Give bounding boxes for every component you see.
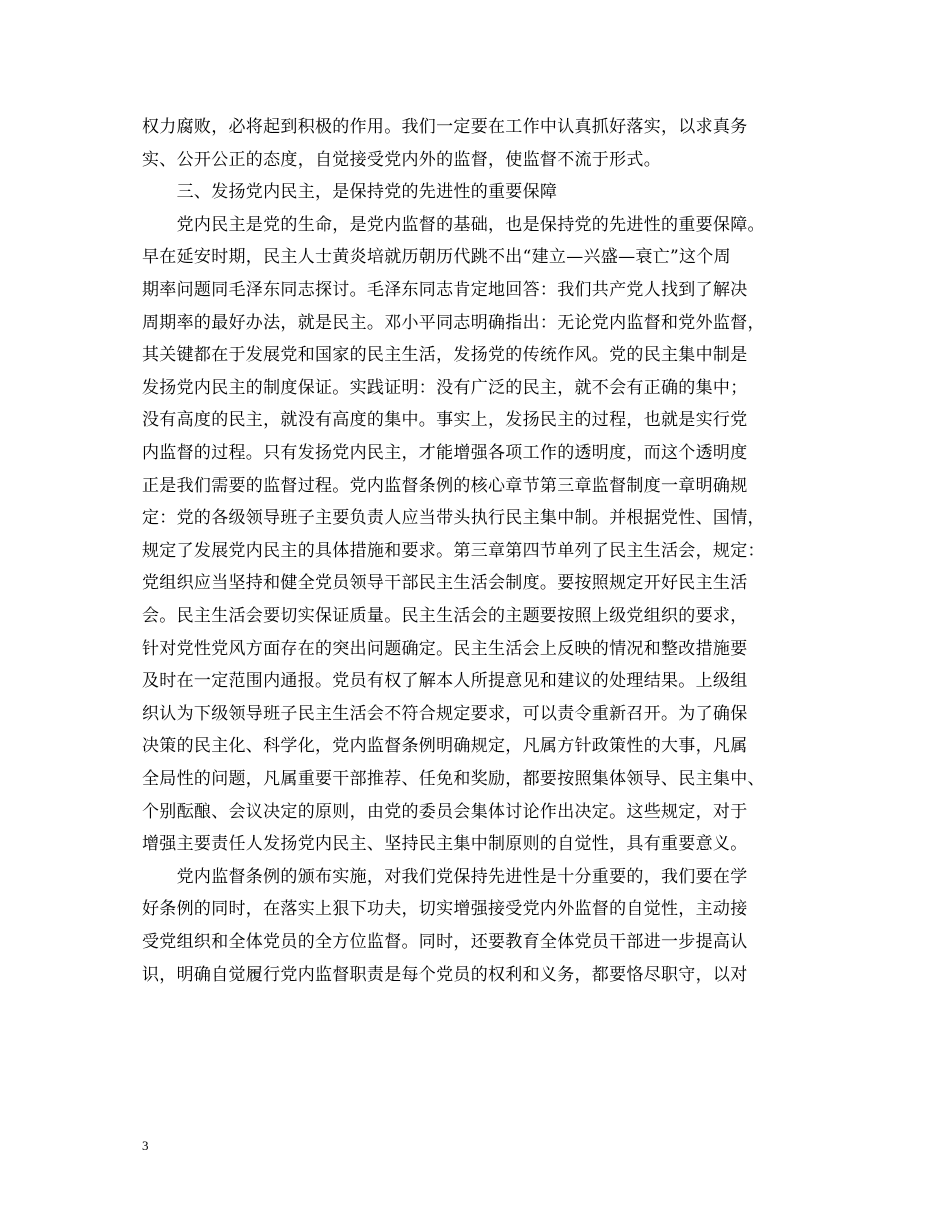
- text-line: 党内民主是党的生命，是党内监督的基础，也是保持党的先进性的重要保障。: [142, 214, 765, 235]
- text-line: 三、发扬党内民主，是保持党的先进性的重要保障: [142, 182, 558, 203]
- text-line: 权力腐败，必将起到积极的作用。我们一定要在工作中认真抓好落实，以求真务: [142, 117, 748, 137]
- text-line: 周期率的最好办法，就是民主。邓小平同志明确指出：无论党内监督和党外监督，: [142, 312, 765, 333]
- text-line: 织认为下级领导班子民主生活会不符合规定要求，可以责令重新召开。为了确保: [142, 703, 748, 724]
- text-line: 个别酝酿、会议决定的原则，由党的委员会集体讨论作出决定。这些规定，对于: [142, 801, 748, 822]
- text-line: 识，明确自觉履行党内监督职责是每个党员的权利和义务，都要恪尽职守，以对: [142, 964, 748, 985]
- text-line: 针对党性党风方面存在的突出问题确定。民主生活会上反映的情况和整改措施要: [142, 638, 748, 659]
- text-line: 党内监督条例的颁布实施，对我们党保持先进性是十分重要的，我们要在学: [142, 866, 748, 887]
- text-line: 期率问题同毛泽东同志探讨。毛泽东同志肯定地回答：我们共产党人找到了解决: [142, 280, 748, 300]
- text-line: 会。民主生活会要切实保证质量。民主生活会的主题要按照上级党组织的要求，: [142, 606, 748, 626]
- text-line: 实、公开公正的态度，自觉接受党内外的监督，使监督不流于形式。: [142, 149, 661, 170]
- text-line: 决策的民主化、科学化，党内监督条例明确规定，凡属方针政策性的大事，凡属: [142, 736, 748, 757]
- text-line: 受党组织和全体党员的全方位监督。同时，还要教育全体党员干部进一步提高认: [142, 932, 748, 952]
- text-line: 内监督的过程。只有发扬党内民主，才能增强各项工作的透明度，而这个透明度: [142, 443, 748, 463]
- text-line: 其关键都在于发展党和国家的民主生活，发扬党的传统作风。党的民主集中制是: [142, 345, 748, 366]
- text-line: 正是我们需要的监督过程。党内监督条例的核心章节第三章监督制度一章明确规: [142, 475, 748, 496]
- text-line: 好条例的同时，在落实上狠下功夫，切实增强接受党内外监督的自觉性，主动接: [142, 899, 748, 920]
- text-line: 党组织应当坚持和健全党员领导干部民主生活会制度。要按照规定开好民主生活: [142, 573, 748, 594]
- text-line: 及时在一定范围内通报。党员有权了解本人所提意见和建议的处理结果。上级组: [142, 671, 748, 692]
- text-line: 规定了发展党内民主的具体措施和要求。第三章第四节单列了民主生活会，规定：: [142, 540, 765, 561]
- page-number: 3: [142, 1138, 149, 1153]
- text-line: 增强主要责任人发扬党内民主、坚持民主集中制原则的自觉性，具有重要意义。: [142, 834, 748, 855]
- text-line: 早在延安时期，民主人士黄炎培就历朝历代跳不出“建立—兴盛—衰亡”这个周: [142, 247, 731, 268]
- text-line: 全局性的问题，凡属重要干部推荐、任免和奖励，都要按照集体领导、民主集中、: [142, 769, 765, 789]
- text-line: 没有高度的民主，就没有高度的集中。事实上，发扬民主的过程，也就是实行党: [142, 410, 748, 431]
- text-line: 发扬党内民主的制度保证。实践证明：没有广泛的民主，就不会有正确的集中；: [142, 377, 748, 398]
- text-line: 定：党的各级领导班子主要负责人应当带头执行民主集中制。并根据党性、国情，: [142, 508, 765, 529]
